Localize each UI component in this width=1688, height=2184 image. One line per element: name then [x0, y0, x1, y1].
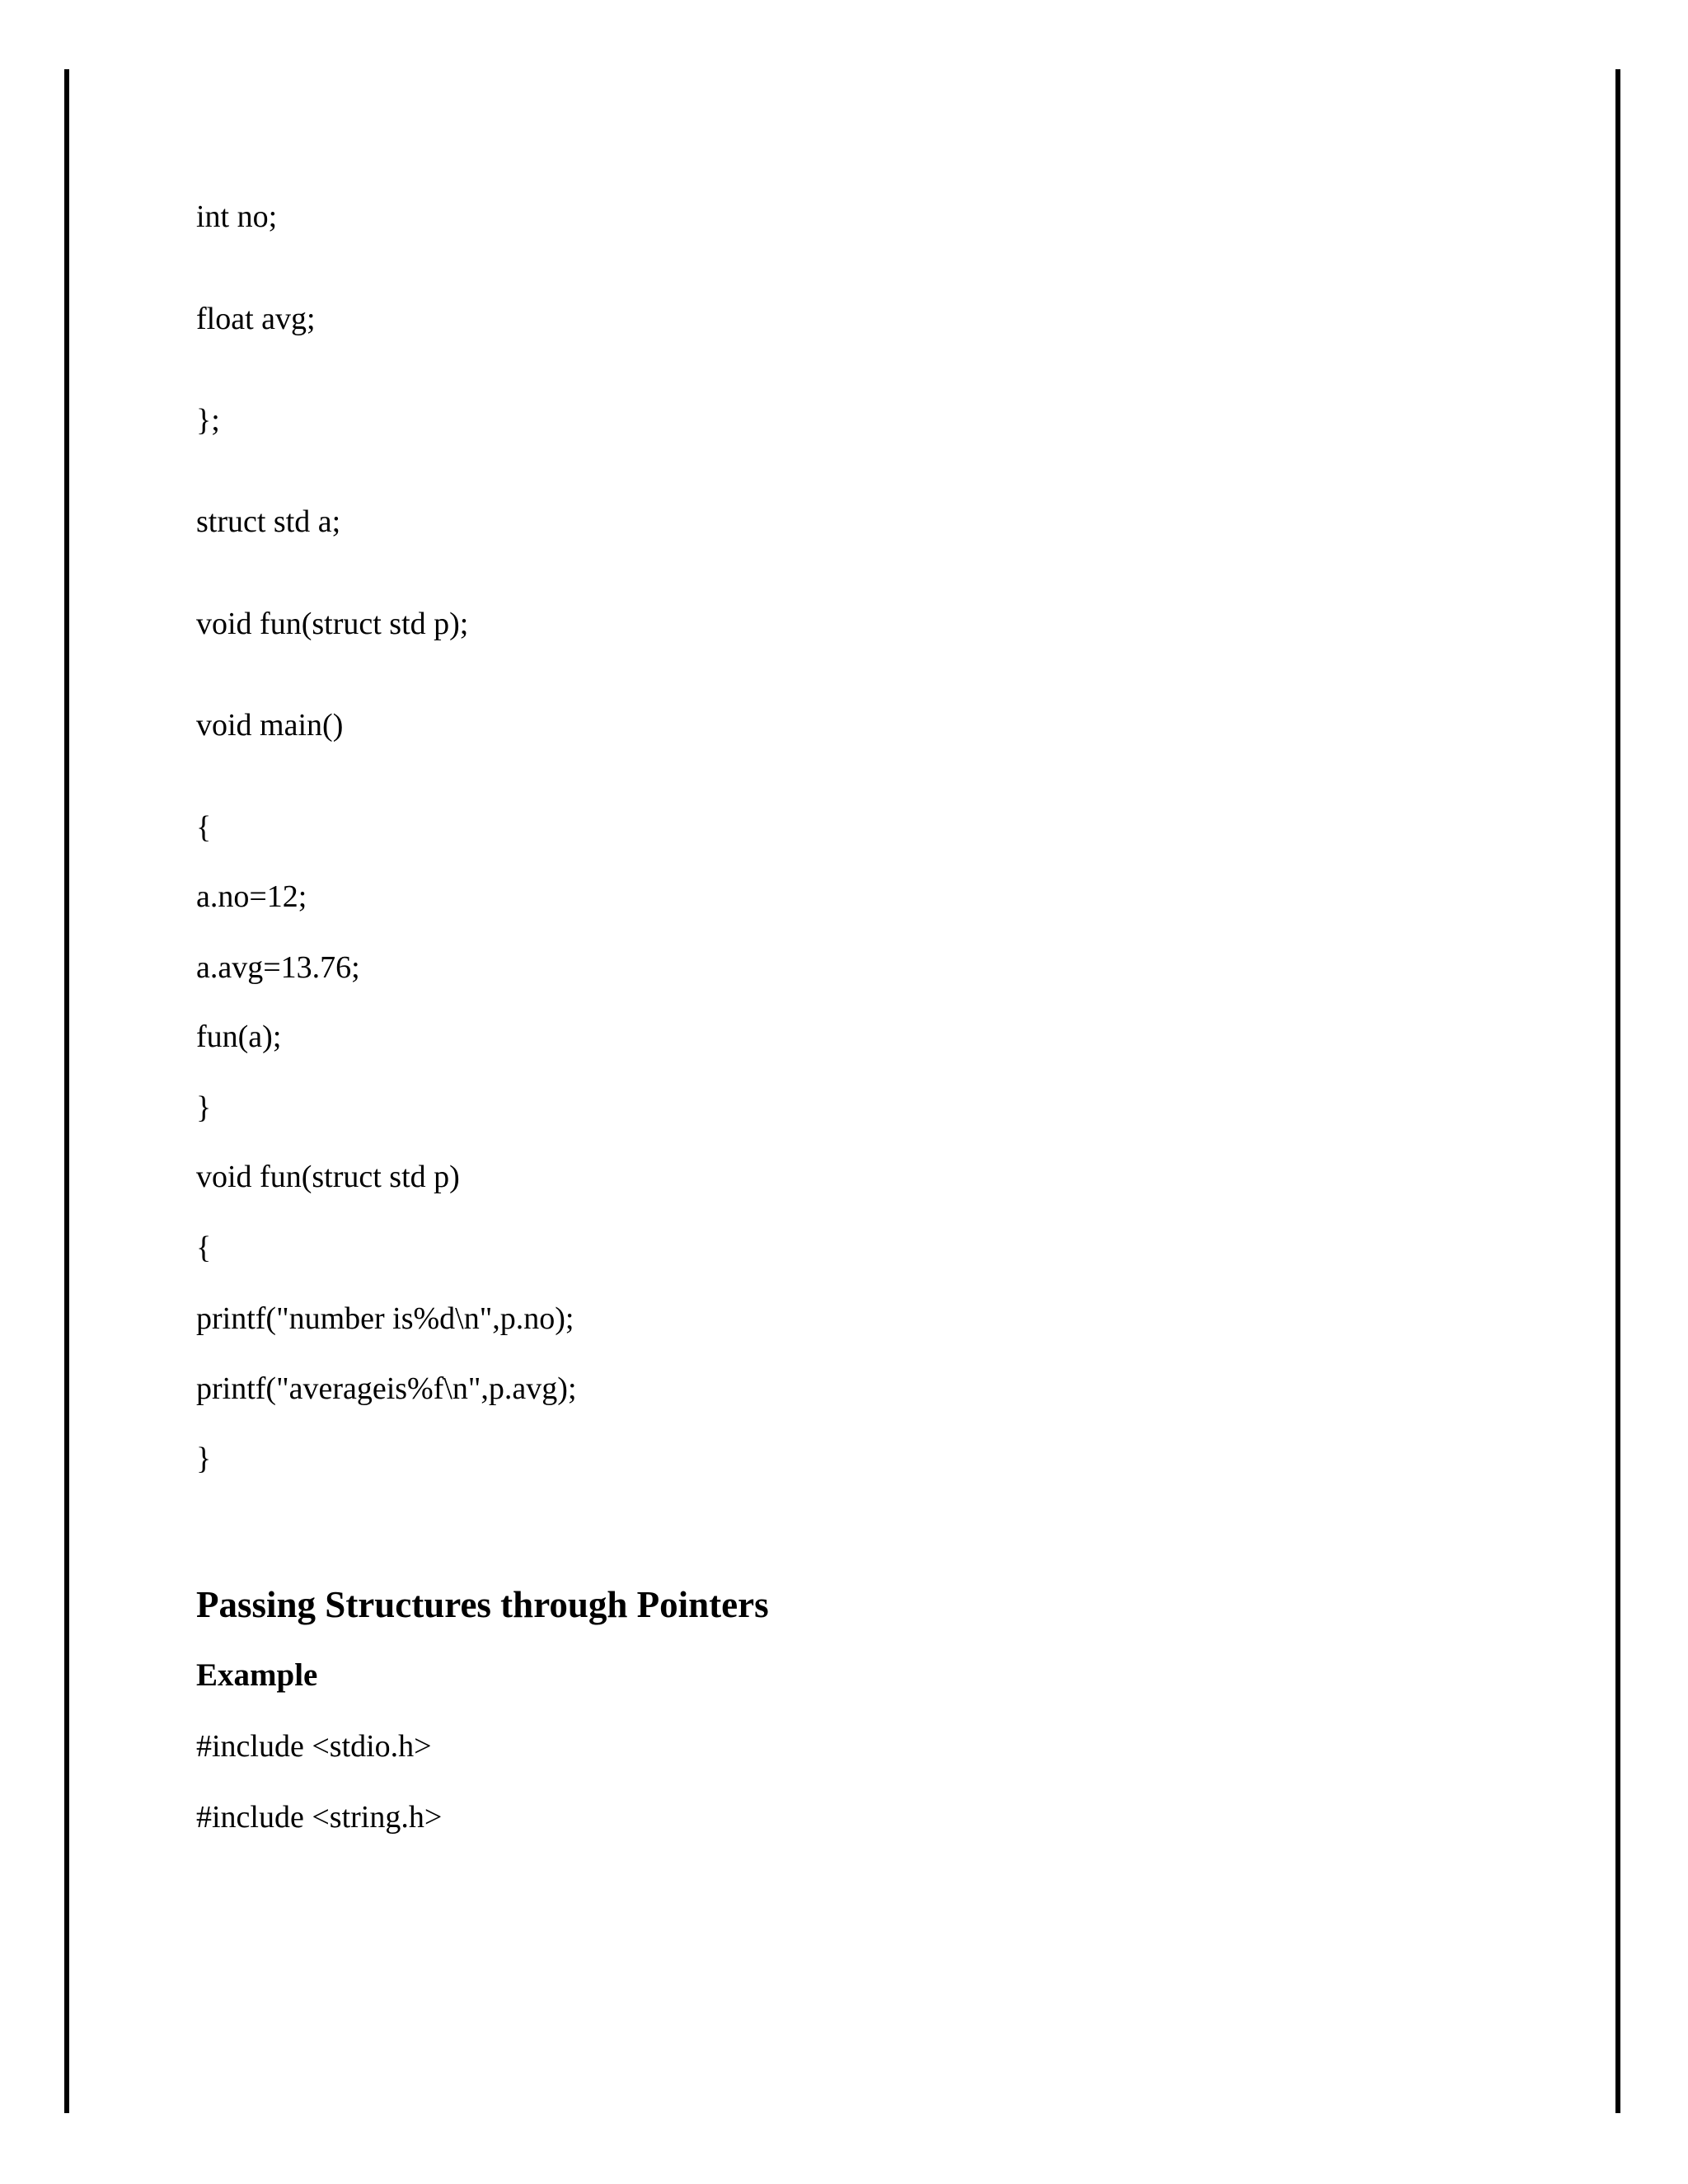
code-line: float avg; [196, 302, 316, 336]
code-line: #include <stdio.h> [196, 1729, 432, 1764]
code-line: void fun(struct std p); [196, 607, 469, 641]
page-border-left [64, 69, 69, 2113]
code-line: }; [196, 403, 220, 438]
code-line: void main() [196, 708, 344, 743]
code-line: #include <string.h> [196, 1800, 443, 1835]
page-border-right [1615, 69, 1620, 2113]
code-line: struct std a; [196, 504, 341, 539]
code-line: { [196, 1230, 212, 1265]
code-line: } [196, 1441, 212, 1476]
example-label: Example [196, 1657, 318, 1693]
code-line: fun(a); [196, 1019, 282, 1054]
code-line: void fun(struct std p) [196, 1160, 460, 1194]
code-line: printf("averageis%f\n",p.avg); [196, 1371, 577, 1406]
code-line: } [196, 1090, 212, 1125]
code-line: int no; [196, 199, 278, 234]
code-line: { [196, 810, 212, 845]
code-line: printf("number is%d\n",p.no); [196, 1301, 574, 1336]
code-line: a.avg=13.76; [196, 950, 360, 985]
section-heading: Passing Structures through Pointers [196, 1584, 769, 1625]
code-line: a.no=12; [196, 879, 307, 914]
